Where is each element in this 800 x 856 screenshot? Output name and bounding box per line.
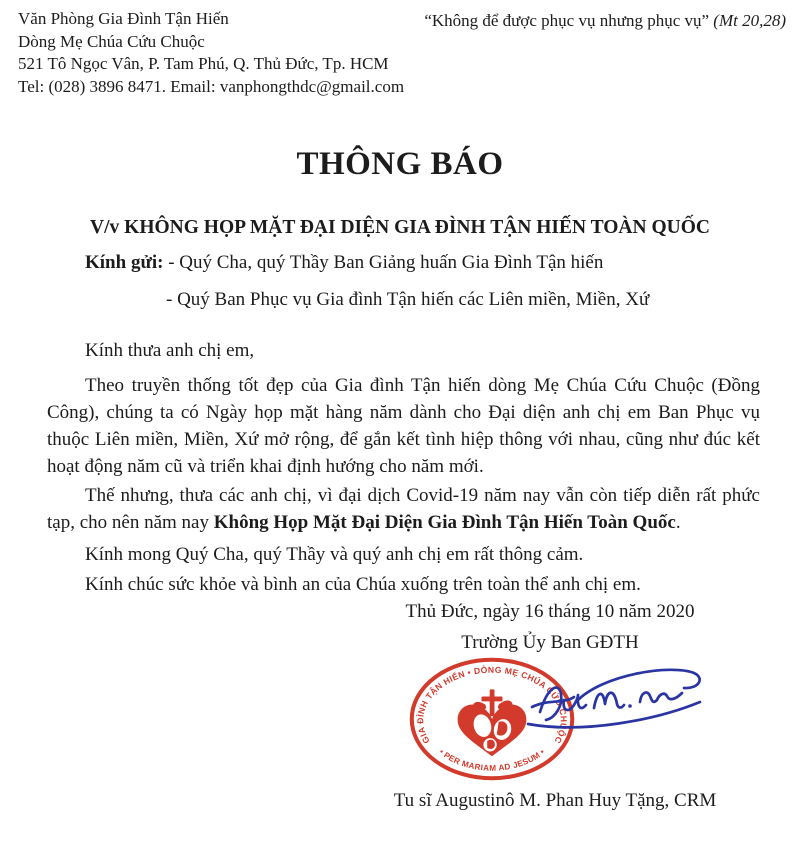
address-line: 521 Tô Ngọc Vân, P. Tam Phú, Q. Thủ Đức, Tp. HCM [18,54,389,73]
scripture-quote-citation: (Mt 20,28) [709,11,786,30]
paragraph-tradition: Theo truyền thống tốt đẹp của Gia đình Tận hiến dòng Mẹ Chúa Cứu Chuộc (Đồng Công), chúng ta có Ngày họp mặt hàng năm dành cho Đại diện anh chị em Ban Phục vụ thuộc Liên miền, Miền, Xứ mở rộng, để gắn kết tình hiệp thông với nhau, cũng như đúc kết hoạt động năm cũ và triển khai định hướng cho năm mới. [47,375,760,477]
paragraph-sympathy: Kính mong Quý Cha, quý Thầy và quý anh chị em rất thông cảm. [85,544,584,565]
signature-letter-uan [640,692,682,702]
signature-letter-m [594,693,624,708]
stamp-row [0,654,800,782]
paragraph-covid-end: . [675,512,681,533]
contact-line: Tel: (028) 3896 8471. Email: vanphongthdc@gmail.com [18,76,405,96]
no-meeting-announcement: Không Họp Mặt Đại Diện Gia Đình Tận Hiến Toàn Quốc [213,512,676,533]
recipient-line-2: - Quý Ban Phục vụ Gia đình Tận hiến các Liên miền, Miền, Xứ [166,289,650,310]
recipient-line-1 [85,252,800,274]
recipients-block [85,252,800,311]
paragraph-covid-start: Thế nhưng, thưa các anh chị, vì đại dịch Covid-19 năm nay vẫn còn tiếp diễn rất phức tạp, cho nên năm nay [47,485,760,533]
seal-top-text: GIA ĐÌNH TẬN HIẾN • DÒNG MẸ CHÚA CỨU CHUỘC [415,664,569,746]
signature-letter-a-bar [532,697,574,707]
place-date-line: Thủ Đức, ngày 16 tháng 10 năm 2020 [405,601,695,622]
signature-flourish-stroke [576,670,700,702]
scripture-quote [424,11,790,31]
letterhead-row [0,0,800,98]
paragraph-blessing: Kính chúc sức khỏe và bình an của Chúa xuống trên toàn thể anh chị em. [85,574,641,595]
notice-title: THÔNG BÁO [296,146,504,182]
seal-bottom-text: • PER MARIAM AD JESUM • [437,747,547,773]
salutation: Kính thưa anh chị em, [85,340,255,361]
signer-role: Trường Ủy Ban GĐTH [461,632,639,653]
paragraph-covid [47,482,760,536]
signature-icon [524,658,704,750]
notice-subject: V/v KHÔNG HỌP MẶT ĐẠI DIỆN GIA ĐÌNH TẬN HIẾN TOÀN QUỐC [90,217,710,238]
signer-name: Tu sĩ Augustinô M. Phan Huy Tặng, CRM [393,790,717,811]
recipient-line-1-text: - Quý Cha, quý Thầy Ban Giảng huấn Gia Đình Tận hiến [163,252,604,273]
signature-dot [628,704,632,708]
letterhead [18,8,404,98]
recipients-label: Kính gửi: [85,252,164,273]
office-name: Văn Phòng Gia Đình Tận Hiến [18,9,229,28]
congregation-name: Dòng Mẹ Chúa Cứu Chuộc [18,31,205,51]
scripture-quote-text: “Không để được phục vụ nhưng phục vụ” [424,11,710,30]
